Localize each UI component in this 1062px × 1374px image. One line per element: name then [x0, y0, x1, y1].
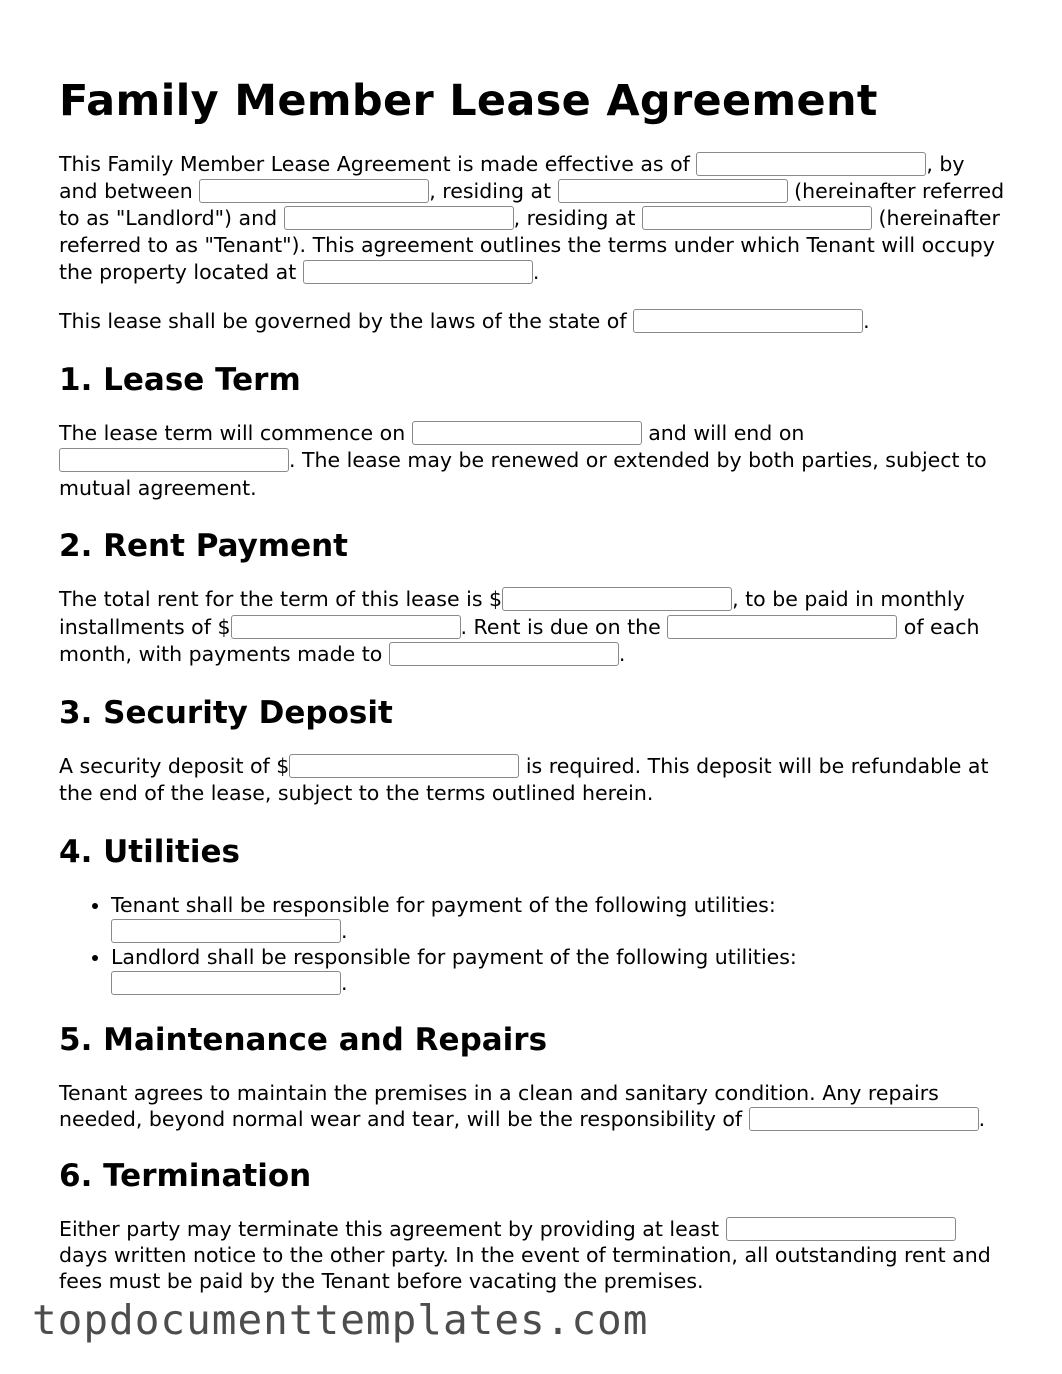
- section-heading-maintenance: 5. Maintenance and Repairs: [59, 1021, 548, 1058]
- termination-text-1: Either party may terminate this agreement by providing at least: [59, 1216, 726, 1241]
- tenant-address-field[interactable]: [642, 206, 872, 230]
- intro-text-7: .: [532, 260, 540, 284]
- document-page: [59, 0, 1009, 1294]
- deposit-text-2: is required. This deposit will be refundable at the end of the lease, subject to the terms outlined herein.: [59, 753, 989, 805]
- intro-text-5: , residing at: [513, 206, 642, 230]
- repairs-responsibility-field[interactable]: [749, 1107, 979, 1131]
- landlord-utilities-end: .: [341, 970, 348, 995]
- maintenance-paragraph: [59, 1080, 1009, 1132]
- state-field[interactable]: [633, 309, 863, 333]
- intro-text-1: This Family Member Lease Agreement is made effective as of: [59, 152, 697, 176]
- property-address-field[interactable]: [303, 260, 533, 284]
- rent-text-2: , to be paid in monthly installments of $: [59, 587, 965, 639]
- maintenance-text-1: Tenant agrees to maintain the premises in a clean and sanitary condition. Any repairs needed, beyond normal wear and tear, will be the responsibility of: [59, 1080, 939, 1131]
- section-heading-security-deposit: 3. Security Deposit: [59, 694, 393, 731]
- intro-text-2: , by and between: [59, 152, 965, 203]
- lease-end-date-field[interactable]: [59, 448, 289, 472]
- list-item: [111, 944, 1009, 996]
- landlord-utilities-text: Landlord shall be responsible for payment of the following utilities:: [111, 944, 797, 969]
- rent-text-3: . Rent is due on the: [460, 614, 668, 639]
- lease-term-text-1: The lease term will commence on: [59, 420, 412, 445]
- section-heading-rent-payment: 2. Rent Payment: [59, 528, 348, 564]
- section-heading-utilities: 4. Utilities: [59, 833, 240, 870]
- section-heading-lease-term: 1. Lease Term: [59, 361, 301, 398]
- intro-paragraph: [59, 151, 1009, 286]
- landlord-name-field[interactable]: [199, 179, 429, 203]
- tenant-utilities-field[interactable]: [111, 919, 341, 943]
- governing-text-2: .: [863, 309, 870, 333]
- payee-field[interactable]: [389, 642, 619, 666]
- governing-law-paragraph: [59, 308, 1009, 336]
- rent-text-1: The total rent for the term of this lease is $: [59, 587, 503, 611]
- intro-text-4: (hereinafter referred to as "Landlord") and: [59, 179, 1005, 230]
- landlord-address-field[interactable]: [558, 179, 788, 203]
- tenant-utilities-text: Tenant shall be responsible for payment of the following utilities:: [111, 892, 776, 917]
- intro-text-6: (hereinafter referred to as "Tenant"). This agreement outlines the terms under which Tenant will occupy the property located at: [59, 206, 1000, 284]
- effective-date-field[interactable]: [696, 152, 926, 176]
- notice-days-field[interactable]: [726, 1217, 956, 1241]
- landlord-utilities-field[interactable]: [111, 971, 341, 995]
- governing-text-1: This lease shall be governed by the laws of the state of: [59, 309, 634, 333]
- rent-text-4: of each month, with payments made to: [59, 614, 980, 666]
- deposit-paragraph: [59, 753, 1009, 808]
- lease-term-text-3: . The lease may be renewed or extended by both parties, subject to mutual agreement.: [59, 448, 987, 500]
- lease-term-paragraph: [59, 420, 1009, 503]
- termination-paragraph: [59, 1216, 1009, 1294]
- termination-text-2: days written notice to the other party. In the event of termination, all outstanding rent and fees must be paid by the Tenant before vacating the premises.: [59, 1242, 991, 1293]
- tenant-name-field[interactable]: [284, 206, 514, 230]
- section-heading-termination: 6. Termination: [59, 1157, 312, 1194]
- document-title: Family Member Lease Agreement: [59, 76, 878, 126]
- utilities-list: [59, 892, 1009, 996]
- lease-start-date-field[interactable]: [412, 421, 642, 445]
- deposit-text-1: A security deposit of $: [59, 753, 290, 778]
- security-deposit-field[interactable]: [289, 754, 519, 778]
- lease-term-text-2: and will end on: [641, 420, 805, 445]
- rent-paragraph: [59, 586, 1009, 669]
- rent-text-5: .: [618, 642, 626, 666]
- total-rent-field[interactable]: [502, 587, 732, 611]
- watermark: topdocumenttemplates.com: [32, 1296, 649, 1344]
- maintenance-text-2: .: [978, 1106, 986, 1131]
- tenant-utilities-end: .: [341, 918, 348, 943]
- intro-text-3: , residing at: [429, 179, 558, 203]
- monthly-installment-field[interactable]: [231, 615, 461, 639]
- list-item: [111, 892, 1009, 944]
- rent-due-day-field[interactable]: [667, 615, 897, 639]
